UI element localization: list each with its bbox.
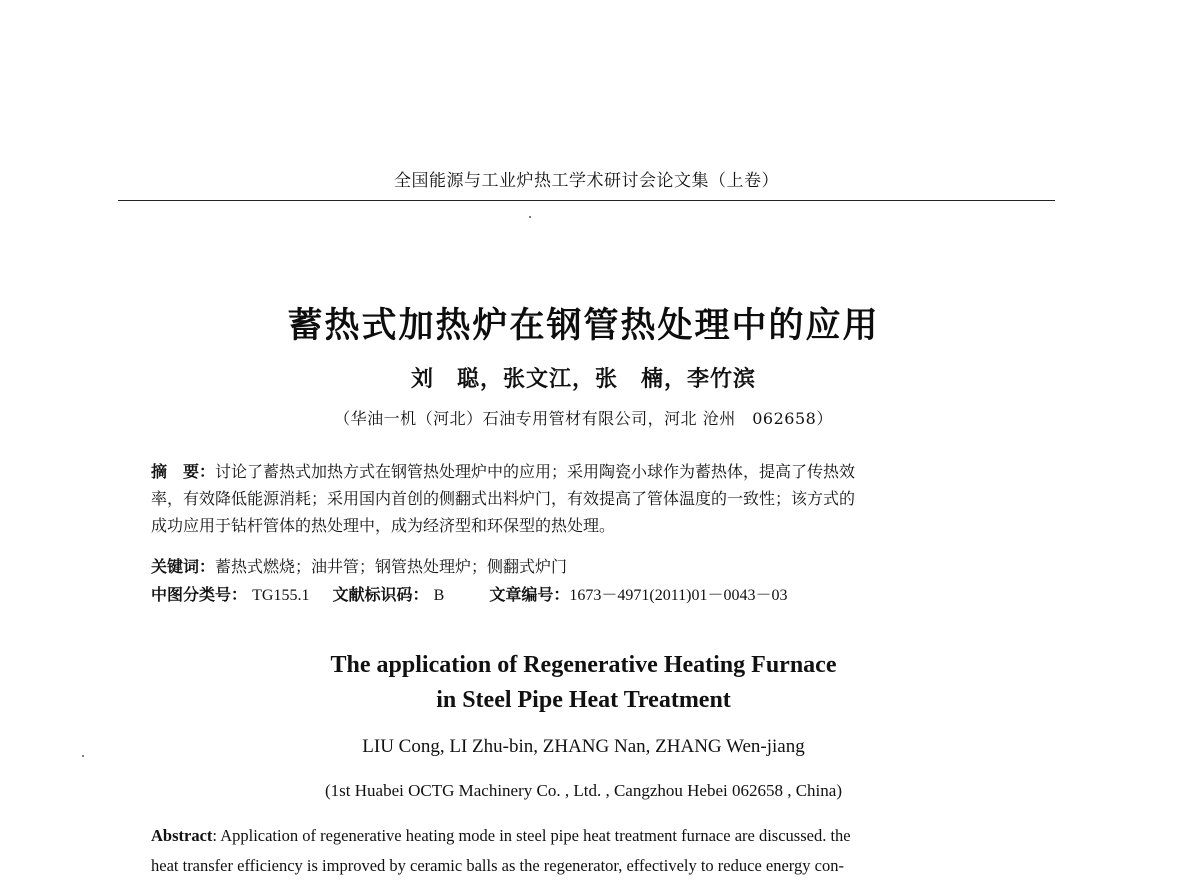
abstract-zh-text: 讨论了蓄热式加热方式在钢管热处理炉中的应用；采用陶瓷小球作为蓄热体，提高了传热效 [215,462,856,481]
abstract-en-text: : Application of regenerative heating mode in steel pipe heat treatment furnace are discussed. the [212,826,851,845]
doc-code-value: B [433,587,445,604]
paper-title-en [0,648,1167,718]
abstract-en [151,821,1029,881]
abstract-zh-line: 率，有效降低能源消耗；采用国内首创的侧翻式出料炉门，有效提高了管体温度的一致性；该方式的 [151,489,856,508]
abstract-en-label: Abstract [151,826,213,845]
keywords-zh-label: 关键词： [151,557,216,576]
scan-speck [529,216,531,218]
abstract-zh-line: 成功应用于钻杆管体的热处理中，成为经济型和环保型的热处理。 [151,516,616,535]
running-header-text: 全国能源与工业炉热工学术研讨会论文集（上卷） [394,171,779,191]
keywords-zh-text: 蓄热式燃烧；油井管；钢管热处理炉；侧翻式炉门 [215,557,568,576]
abstract-zh-line [151,458,1031,485]
abstract-en-line: heat transfer efficiency is improved by ceramic balls as the regenerator, effectively to reduce energy con- [151,856,844,875]
title-en-line: in Steel Pipe Heat Treatment [436,687,731,713]
abstract-zh-label: 摘 要： [151,462,216,481]
abstract-en-line [151,821,1029,851]
running-header [118,170,1055,201]
keywords-zh [151,553,1031,580]
article-no-label: 文章编号： [489,585,570,604]
classification-line [151,581,1031,609]
title-en-line: The application of Regenerative Heating Furnace [330,652,837,678]
affiliation-zh: （华油一机（河北）石油专用管材有限公司，河北 沧州 062658） [334,409,833,428]
abstract-zh [151,458,1031,539]
paper-title-zh: 蓄热式加热炉在钢管热处理中的应用 [287,306,880,346]
doc-code-label: 文献标识码： [332,585,429,604]
authors-zh: 刘 聪，张文江，张 楠，李竹滨 [410,366,756,392]
authors-en: LIU Cong, LI Zhu-bin, ZHANG Nan, ZHANG Wen-jiang [362,736,805,757]
clc-value: TG155.1 [252,587,310,604]
clc-label: 中图分类号： [151,585,248,604]
article-no-value: 1673－4971(2011)01－0043－03 [569,587,788,604]
affiliation-en: (1st Huabei OCTG Machinery Co. , Ltd. , Cangzhou Hebei 062658 , China) [325,781,842,800]
